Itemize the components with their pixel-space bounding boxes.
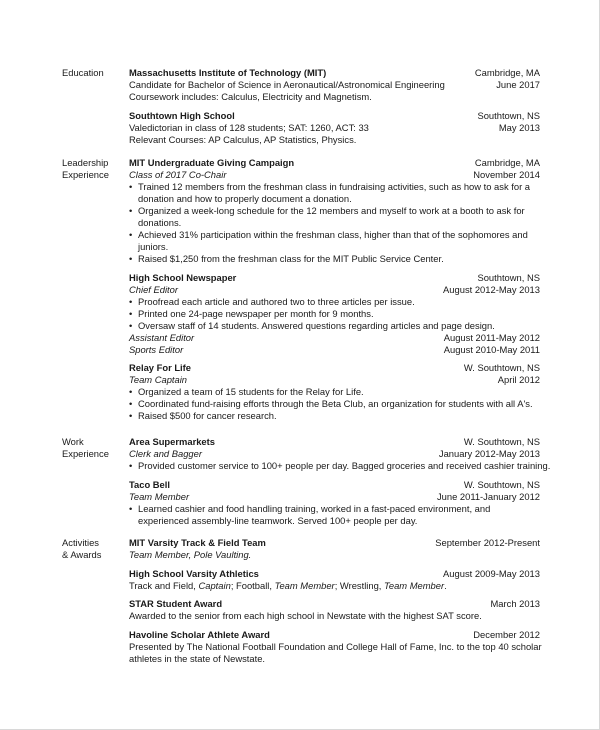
bullet-line: donations. [138,217,182,228]
leadership-label [62,157,126,181]
bullet-item [129,229,540,253]
bullet-item: • Printed one 24-page newspaper per month for 9 months. [129,308,540,320]
bullet-line: • Organized a week-long schedule for the 12 members and myself to work at a booth to ask for [138,205,525,216]
bullet-item [129,205,540,229]
entry-role: Sports Editor [129,343,184,355]
bullet-line: • Learned cashier and food handling training, worked in a fast-paced environment, and [138,502,491,514]
entry-date: January 2012-May 2013 [438,448,540,459]
entry-role: Clerk and Bagger [129,448,202,459]
bullet-line: • Raised $1,250 from the freshman class for the MIT Public Service Center. [138,253,444,264]
education-label: Education [62,67,104,78]
desc-part: ; Wrestling, [334,579,385,591]
bullet-line: experienced assembly-line teamwork. Served 100+ people per day. [138,514,418,526]
entry-location: Southtown, NS [477,109,540,121]
entry-org: Relay For Life [129,362,191,373]
activity-desc: Team Member, Pole Vaulting. [129,549,252,560]
activity-date: December 2012 [473,628,540,640]
entry-role: Valedictorian in class of 128 students; SAT: 1260, ACT: 33 [129,121,369,133]
work-entry-tacobell [129,479,540,527]
activity-desc [129,580,540,592]
entry-date: May 2013 [498,121,540,133]
entry-date: June 2017 [496,79,540,90]
bullet-line: • Achieved 31% participation within the freshman class, higher than that of the sophomores and [138,229,528,240]
entry-location: Southtown, NS [477,271,540,283]
entry-location: Cambridge, MA [474,157,540,168]
entry-date: November 2014 [473,169,540,180]
entry-org: MIT Undergraduate Giving Campaign [129,157,295,168]
education-entry-highschool [129,110,540,146]
activity-title: Havoline Scholar Athlete Award [129,628,270,640]
activity-title: MIT Varsity Track & Field Team [129,537,266,548]
activity-date: September 2012-Present [435,537,540,548]
activity-entry-athletics [129,568,540,592]
entry-location: Cambridge, MA [474,67,540,78]
education-entry-mit [129,67,540,103]
desc-part: Track and Field, [129,579,199,591]
bullet-item [129,503,540,527]
bullet-line: juniors. [138,241,169,252]
bullet-item: • Oversaw staff of 14 students. Answered questions regarding articles and page design. [129,320,540,332]
work-body [129,436,551,533]
entry-org: Massachusetts Institute of Technology (MIT) [129,67,327,78]
entry-date: June 2011-January 2012 [436,490,540,502]
entry-detail: Relevant Courses: AP Calculus, AP Statistics, Physics. [129,133,357,145]
entry-date: August 2012-May 2013 [443,283,540,295]
label-line: Experience [62,169,109,181]
activity-entry-track [129,537,540,561]
activity-entry-havoline [129,629,540,665]
desc-part: Team Member [384,579,445,591]
entry-org: High School Newspaper [129,271,237,283]
activity-desc: Awarded to the senior from each high school in Newstate with the highest SAT score. [129,610,482,621]
bullet-item: • Organized a team of 15 students for the Relay for Life. [129,386,540,398]
leadership-entry-newspaper [129,272,540,356]
bullet-line: donation and how to properly document a donation. [138,193,352,204]
leadership-entry-giving [129,157,540,265]
bullet-line: • Trained 12 members from the freshman class in fundraising activities, such as how to ask for a [138,181,531,192]
bullet-item: • Provided customer service to 100+ people per day. Bagged groceries and received cashier training. [129,460,540,472]
entry-role: Assistant Editor [129,331,195,343]
activity-desc: athletes in the state of Newstate. [129,652,266,664]
entry-role: Candidate for Bachelor of Science in Aeronautical/Astronomical Engineering [129,79,445,90]
activity-date: August 2009-May 2013 [443,567,540,579]
desc-part: Captain [198,579,231,591]
label-line: Work [62,436,84,447]
entry-date: August 2011-May 2012 [443,331,540,343]
entry-location: W. Southtown, NS [463,478,540,490]
entry-location: W. Southtown, NS [463,362,540,373]
entry-date: April 2012 [497,374,540,385]
bullet-item [129,181,540,205]
entry-role: Team Member [129,490,190,502]
bullet-item: • Proofread each article and authored two to three articles per issue. [129,296,540,308]
leadership-entry-relay [129,362,540,422]
label-line: & Awards [62,549,102,561]
desc-part: ; Football, [230,579,275,591]
entry-org: Taco Bell [129,478,170,490]
entry-role: Chief Editor [129,283,178,295]
entry-role: Team Captain [129,374,188,385]
desc-part: . [444,579,447,591]
activities-body [129,537,540,671]
activity-title: STAR Student Award [129,598,223,609]
leadership-body [129,157,540,429]
education-body [129,67,540,152]
bullet-item [129,253,540,265]
bullet-item: • Raised $500 for cancer research. [129,410,540,422]
bullet-item: • Coordinated fund-raising efforts through the Beta Club, an organization for students with all A's. [129,398,540,410]
activity-desc: Presented by The National Football Foundation and College Hall of Fame, Inc. to the top 40 scholar [129,640,542,652]
activity-entry-star [129,598,540,622]
entry-location: W. Southtown, NS [463,436,540,447]
entry-detail: Coursework includes: Calculus, Electricity and Magnetism. [129,91,372,102]
work-entry-supermarkets [129,436,551,472]
label-line: Experience [62,448,109,460]
entry-org: Area Supermarkets [129,436,215,447]
entry-org: Southtown High School [129,109,235,121]
label-line: Activities [62,537,99,548]
label-line: Leadership [62,157,109,168]
activity-date: March 2013 [490,598,540,609]
activity-title: High School Varsity Athletics [129,567,259,579]
entry-date: August 2010-May 2011 [443,343,540,355]
work-label [62,436,126,460]
activities-label [62,537,126,561]
desc-part: Team Member [274,579,335,591]
entry-role: Class of 2017 Co-Chair [129,169,227,180]
